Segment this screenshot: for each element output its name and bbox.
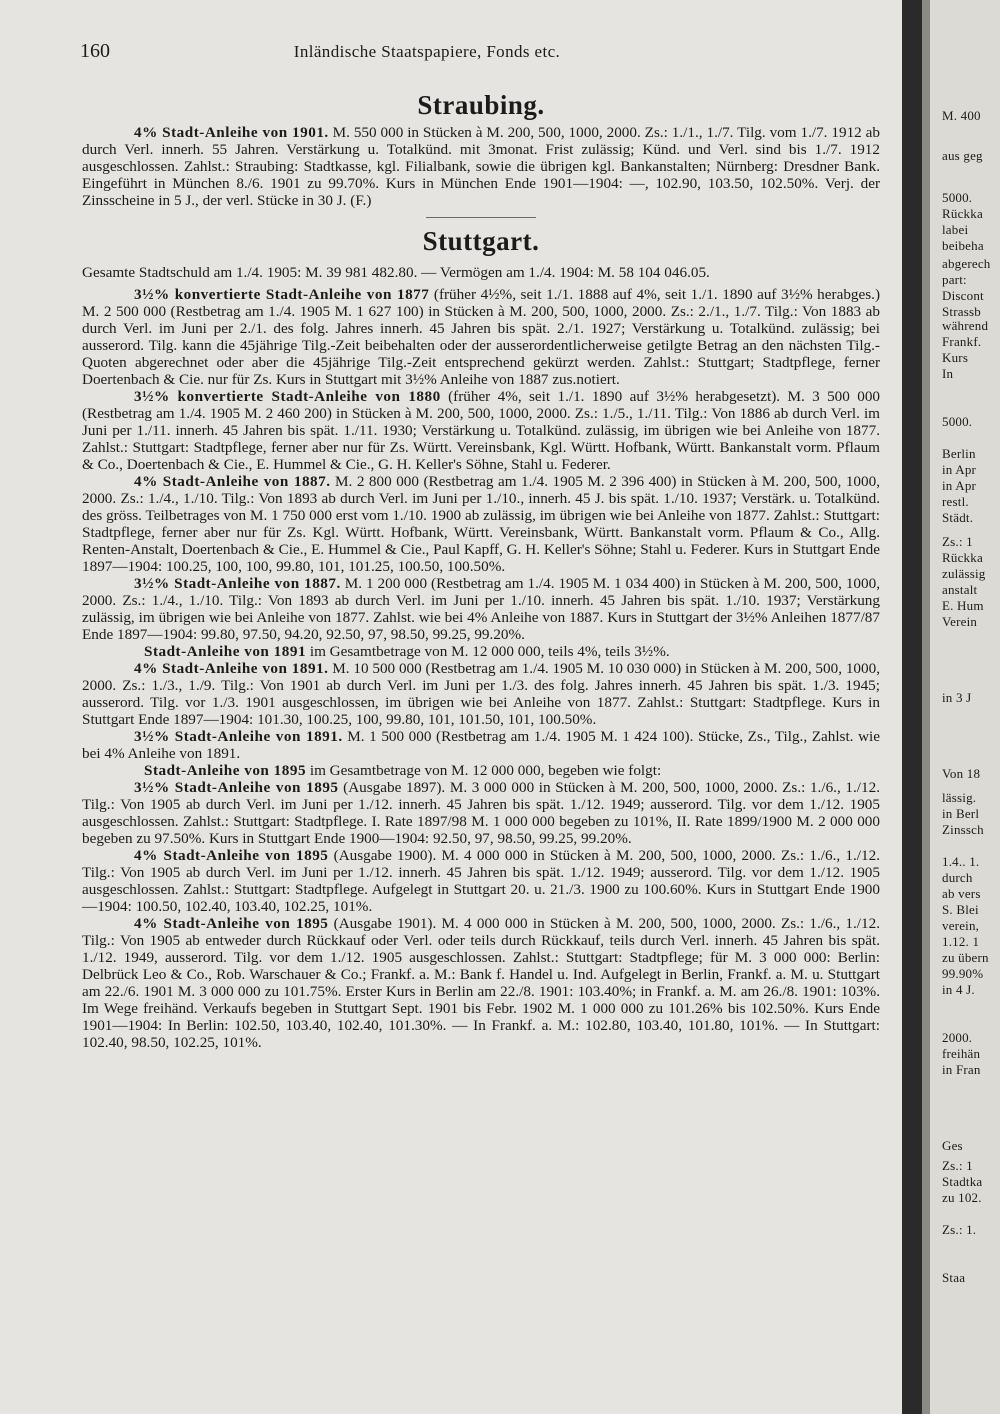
adjacent-page-fragment: E. Hum <box>942 598 984 613</box>
bond-entry <box>82 847 880 915</box>
bond-details: (Ausgabe 1901). M. 4 000 000 in Stücken à M. 200, 500, 1000, 2000. Zs.: 1./6., 1./12. Tilg.: Von 1905 ab entweder durch Rückkauf oder Verl. oder teils durch Rückkauf, teils durch Verl. innerh. 45 Jahren bis spät. 1./12. 1949, ausserord. Tilg. vor dem 1./12. 1905 ausgeschlossen. Zahlst.: Stuttgart: Stadtpflege; für M. 3 000 000: Berlin: Delbrück Leo & Co., Rob. Warschauer & Co.; Frankf. a. M.: Bank f. Handel u. Ind. Aufgelegt in Berlin, Frankf. a. M. u. Stuttgart am 22./6. 1901 M. 3 000 000 zu 101.75%. Erster Kurs in Berlin am 22./8. 1901: 103.40%; in Frankf. a. M. am 26./8. 1901: 103%. Im Wege freihänd. Verkaufs begeben in Stuttgart Sept. 1901 bis Febr. 1902 M. 1 000 000 zu 101.26% bis 102.50%. Kurs Ende 1901—1904: In Berlin: 102.50, 103.40, 102.40, 101.30%. — In Frankf. a. M.: 102.80, 103.40, 101.80, 101%. — In Stuttgart: 102.40, 98.50, 102.25, 101%. <box>82 915 880 1051</box>
adjacent-page-fragment: Kurs <box>942 350 969 365</box>
adjacent-page-fragment: Stadtka <box>942 1174 983 1189</box>
adjacent-page-fragment: 1.12. 1 <box>942 934 980 949</box>
adjacent-page-fragment: M. 400 <box>942 108 981 123</box>
bond-title: Stadt-Anleihe von 1891 <box>144 643 307 660</box>
bond-details: (früher 4%, seit 1./1. 1890 auf 3½% herabgesetzt). M. 3 500 000 (Restbetrag am 1./4. 1905 M. 2 460 200) in Stücken à M. 200, 500, 1000, 2000. Zs.: 1./5., 1./11. Tilg.: Von 1886 ab durch Verl. im Juni per 1./11. innerh. 45 Jahren bis spät. 1./11. 1930; Verstärkung u. Totalkünd. zulässig, im übrigen wie bei Anleihe von 1877. Zahlst.: Stuttgart: Stadtpflege, ferner aber nur für Zs. Württ. Vereinsbank, Kgl. Württ. Hofbank, Württ. Bankanstalt vorm. Pflaum & Co., Doertenbach & Cie., E. Hummel & Cie., G. H. Keller's Söhne, Stahl u. Federer. <box>82 388 881 473</box>
bond-entry <box>82 473 880 575</box>
adjacent-page-fragment: 1.4.. 1. <box>942 854 980 869</box>
adjacent-page-fragment: labei <box>942 222 969 237</box>
adjacent-page-fragment: Rückka <box>942 206 983 221</box>
adjacent-page-fragment: Verein <box>942 614 978 629</box>
bond-entry <box>82 124 880 209</box>
straubing-entries <box>82 124 880 209</box>
adjacent-page-fragment: 5000. <box>942 414 973 429</box>
adjacent-page-fragment: in Berl <box>942 806 980 821</box>
bond-details: (früher 4½%, seit 1./1. 1888 auf 4%, seit 1./1. 1890 auf 3½% herabges.) M. 2 500 000 (Restbetrag am 1./4. 1905 M. 1 627 100) in Stücken à M. 200, 500, 1000, 2000. Zs.: 2./1., 1./7. Tilg.: Von 1883 ab durch Verl. im Juni per 2./1. des folg. Jahres innerh. 45 Jahren bis spät. 2./1. 1927; Verstärkung u. Totalkünd. zulässig; bei ausserord. Tilg. kann die 45jährige Tilg.-Zeit beibehalten oder der ausserordentlicherweise getilgte Betrag an den nächsten Tilg.-Quoten abgerechnet oder aber die 45jährige Tilg.-Zeit entsprechend gekürzt werden. Zahlst.: Stuttgart; Stadtpflege, ferner Doertenbach & Cie. nur für Zs. Kurs in Stuttgart mit 3½% Anleihe von 1887 zus.notiert. <box>82 286 881 388</box>
bond-details: (Ausgabe 1900). M. 4 000 000 in Stücken à M. 200, 500, 1000, 2000. Zs.: 1./6., 1./12. Tilg.: Von 1905 ab durch Verl. im Juni per 1./12. innerh. 45 Jahren bis spät. 1./12. 1949; ausserord. Tilg. vor dem 1./12. 1905 ausgeschlossen. Zahlst.: Stuttgart: Stadtpflege. Aufgelegt in Stuttgart 20. u. 21./3. 1900 zu 100.60%. Kurs in Stuttgart Ende 1900—1904: 100.50, 102.40, 103.40, 102.25, 101%. <box>82 847 880 915</box>
bond-details: M. 2 800 000 (Restbetrag am 1./4. 1905 M. 2 396 400) in Stücken à M. 200, 500, 1000, 2000. Zs.: 1./4., 1./10. Tilg.: Von 1893 ab durch Verl. im Juni per 1./10., innerh. 45 J. bis spät. 1./10. 1937; Verstärk. u. Totalkünd. des gröss. Teilbetrages von M. 1 750 000 erst vom 1./10. 1900 ab zulässig, im übrigen wie bei Anleihe von 1877. Zahlst.: Stuttgart: Stadtpflege, ferner aber nur für Zs. Kgl. Württ. Hofbank, Württ. Vereinsbank, Württ. Bankanstalt vorm. Pflaum & Co., Allg. Renten-Anstalt, Doertenbach & Cie., E. Hummel & Cie., Paul Kapff, G. H. Keller's Söhne; Stahl u. Federer. Kurs in Stuttgart Ende 1897—1904: 100.25, 100, 100, 99.80, 101, 101.25, 100.50, 100.50%. <box>82 473 880 575</box>
adjacent-page-fragment: Strassb <box>942 304 981 319</box>
adjacent-page-fragment: Rückka <box>942 550 983 565</box>
adjacent-page-fragment: abgerech <box>942 256 991 271</box>
total-debt-line: Gesamte Stadtschuld am 1./4. 1905: M. 39 981 482.80. — Vermögen am 1./4. 1904: M. 58 104 046.05. <box>82 264 710 281</box>
bond-details: M. 550 000 in Stücken à M. 200, 500, 1000, 2000. Zs.: 1./1., 1./7. Tilg. vom 1./7. 1912 ab durch Verl. innerh. 55 Jahren. Verstärkung u. Totalkünd. mit 3monat. Frist zulässig; Künd. und Verl. sind bis 1./7. 1912 ausgeschlossen. Zahlst.: Straubing: Stadtkasse, kgl. Filialbank, sowie die übrigen kgl. Bankanstalten; Nürnberg: Dresdner Bank. Eingeführt in München 8./6. 1901 zu 99.70%. Kurs in München Ende 1901—1904: —, 102.90, 103.50, 102.50%. Verj. der Zinsscheine in 5 J., der verl. Stücke in 30 J. (F.) <box>82 124 880 209</box>
adjacent-page-fragment: Berlin <box>942 446 976 461</box>
bond-title: 4% Stadt-Anleihe von 1901. <box>134 124 329 141</box>
bond-title: 3½% konvertierte Stadt-Anleihe von 1880 <box>134 388 441 405</box>
adjacent-page-edge <box>930 0 1000 1414</box>
bond-details: (Ausgabe 1897). M. 3 000 000 in Stücken à M. 200, 500, 1000, 2000. Zs.: 1./6., 1./12. Tilg.: Von 1905 ab durch Verl. im Juni per 1./12. innerh. 45 Jahren bis spät. 1./12. 1949; ausserord. Tilg. vor dem 1./12. 1905 ausgeschlossen. Zahlst.: Stuttgart: Stadtpflege. I. Rate 1897/98 M. 1 000 000 begeben zu 101%, II. Rate 1899/1900 M. 2 000 000 begeben zu 97.50%. Kurs in Stuttgart Ende 1900—1904: 92.50, 97, 98.50, 99.25, 99.20%. <box>82 779 880 847</box>
bond-title: 4% Stadt-Anleihe von 1895 <box>134 915 329 932</box>
adjacent-page-fragment: während <box>942 318 989 333</box>
adjacent-page-fragment: ab vers <box>942 886 981 901</box>
adjacent-page-fragment: in Apr <box>942 478 977 493</box>
bond-title: 3½% Stadt-Anleihe von 1887. <box>134 575 341 592</box>
bond-title: 4% Stadt-Anleihe von 1891. <box>134 660 329 677</box>
adjacent-page-fragment: 2000. <box>942 1030 973 1045</box>
adjacent-page-fragment: Zs.: 1 <box>942 1158 973 1173</box>
adjacent-page-fragment: Zinssch <box>942 822 984 837</box>
adjacent-page-fragment: Zs.: 1 <box>942 534 973 549</box>
adjacent-page-fragment: Frankf. <box>942 334 982 349</box>
adjacent-page-fragment: Von 18 <box>942 766 981 781</box>
bond-details: M. 1 500 000 (Restbetrag am 1./4. 1905 M. 1 424 100). Stücke, Zs., Tilg., Zahlst. wie bei 4% Anleihe von 1891. <box>82 728 880 762</box>
bond-group-entry <box>82 762 880 779</box>
adjacent-page-fragment: 5000. <box>942 190 973 205</box>
adjacent-page-fragment: zulässig <box>942 566 986 581</box>
gutter-edge <box>922 0 930 1414</box>
adjacent-page-fragment: zu 102. <box>942 1190 982 1205</box>
bond-title: 3½% Stadt-Anleihe von 1891. <box>134 728 343 745</box>
bond-details: im Gesamtbetrage von M. 12 000 000, begeben wie folgt: <box>306 762 662 779</box>
bond-details: M. 1 200 000 (Restbetrag am 1./4. 1905 M. 1 034 400) in Stücken à M. 200, 500, 1000, 2000. Zs.: 1./4., 1./10. Tilg.: Von 1893 ab durch Verl. im Juni per 1./10. innerh. 45 Jahren bis spät. 1./10. 1937; Verstärkung zulässig, im übrigen wie bei Anleihe von 1877. Zahlst. wie bei 4% Anleihe von 1887. Kurs in Stuttgart der 3½% Anleihen 1877/87 Ende 1897—1904: 99.80, 97.50, 94.20, 92.50, 97, 98.50, 99.25, 99.20%. <box>82 575 880 643</box>
bond-entry <box>82 575 880 643</box>
bond-title: 4% Stadt-Anleihe von 1895 <box>134 847 329 864</box>
adjacent-page-fragment: part: <box>942 272 967 287</box>
adjacent-page-fragment: Städt. <box>942 510 974 525</box>
adjacent-page-fragment: beibeha <box>942 238 984 253</box>
adjacent-page-fragment: aus geg <box>942 148 983 163</box>
adjacent-page-fragment: S. Blei <box>942 902 979 917</box>
bond-entry <box>82 915 880 1051</box>
book-gutter <box>902 0 922 1414</box>
adjacent-page-fragment: in Apr <box>942 462 977 477</box>
adjacent-page-fragment: freihän <box>942 1046 981 1061</box>
adjacent-page-fragment: verein, <box>942 918 980 933</box>
adjacent-page-fragment: durch <box>942 870 973 885</box>
bond-entry <box>82 388 880 473</box>
adjacent-page-fragment: Ges <box>942 1138 963 1153</box>
bond-entry <box>82 286 880 388</box>
adjacent-page-fragment: In <box>942 366 954 381</box>
adjacent-page-fragment: in 4 J. <box>942 982 975 997</box>
adjacent-page-fragment: in 3 J <box>942 690 972 705</box>
bond-entry <box>82 660 880 728</box>
bond-title: Stadt-Anleihe von 1895 <box>144 762 307 779</box>
page-content <box>82 82 880 1051</box>
bond-entry <box>82 728 880 762</box>
bond-title: 3½% konvertierte Stadt-Anleihe von 1877 <box>134 286 430 303</box>
bond-group-entry <box>82 643 880 660</box>
section-heading-stuttgart: Stuttgart. <box>422 226 540 256</box>
adjacent-page-fragment: Discont <box>942 288 984 303</box>
bond-title: 4% Stadt-Anleihe von 1887. <box>134 473 331 490</box>
running-title: Inländische Staatspapiere, Fonds etc. <box>293 42 561 61</box>
stuttgart-entries <box>82 286 880 1051</box>
page-number: 160 <box>80 40 110 62</box>
bond-title: 3½% Stadt-Anleihe von 1895 <box>134 779 339 796</box>
bond-details: M. 10 500 000 (Restbetrag am 1./4. 1905 M. 10 030 000) in Stücken à M. 200, 500, 1000, 2000. Zs.: 1./3., 1./9. Tilg.: Von 1901 ab durch Verl. im Juni per 1./3. des folg. Jahres innerh. 45 Jahren bis spät. 1./3. 1945; ausserord. Tilg. vor 1./3. 1901 ausgeschlossen, im übrigen wie bei Anleihe von 1877. Zahlst.: Stuttgart: Stadtpflege. Kurs in Stuttgart Ende 1897—1904: 101.30, 100.25, 100, 99.80, 101, 101.50, 101, 100.50%. <box>82 660 880 728</box>
adjacent-page-fragment: restl. <box>942 494 969 509</box>
adjacent-page-fragment: 99.90% <box>942 966 984 981</box>
bond-entry <box>82 779 880 847</box>
adjacent-page-fragment: zu übern <box>942 950 989 965</box>
adjacent-page-fragment: Staa <box>942 1270 966 1285</box>
adjacent-page-fragment: anstalt <box>942 582 978 597</box>
adjacent-page-fragment: lässig. <box>942 790 977 805</box>
section-heading-straubing: Straubing. <box>417 90 545 120</box>
running-head <box>80 40 774 70</box>
adjacent-page-fragment: Zs.: 1. <box>942 1222 977 1237</box>
section-divider <box>426 217 536 218</box>
adjacent-page-fragment: in Fran <box>942 1062 981 1077</box>
bond-details: im Gesamtbetrage von M. 12 000 000, teils 4%, teils 3½%. <box>306 643 670 660</box>
